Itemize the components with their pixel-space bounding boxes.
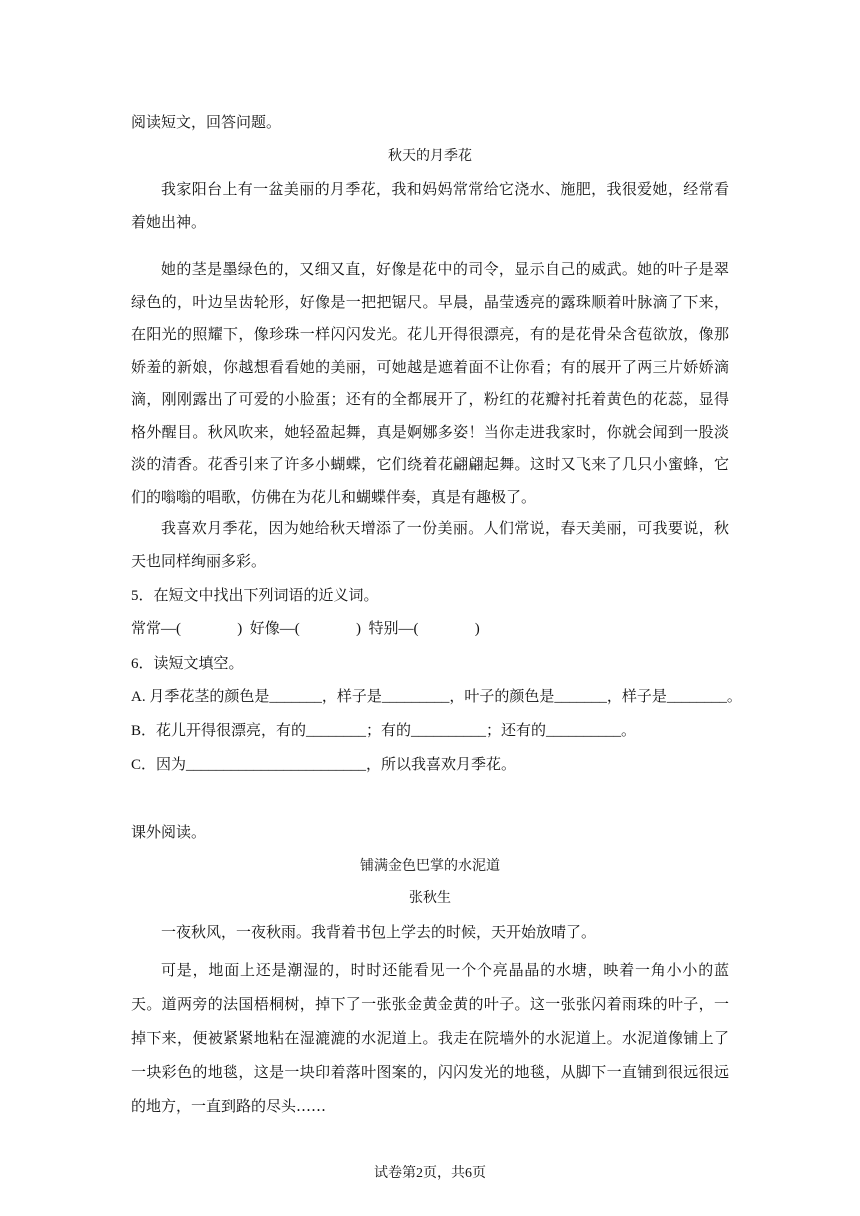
question-6-a: A. 月季花茎的颜色是_______，样子是_________，叶子的颜色是_______，样子是________。 xyxy=(131,689,742,705)
question-5: 5．在短文中找出下列词语的近义词。 xyxy=(131,588,379,604)
section1-paragraph-3: 我喜欢月季花，因为她给秋天增添了一份美丽。人们常说，春天美丽，可我要说，秋天也同样绚丽多彩。 xyxy=(131,519,729,570)
page-footer: 试卷第2页，共6页 xyxy=(374,1166,486,1181)
question-6-c: C．因为________________________，所以我喜欢月季花。 xyxy=(131,757,517,773)
question-5-blanks: 常常—( ) 好像—( ) 特别—( ) xyxy=(131,621,480,637)
section2-author: 张秋生 xyxy=(409,890,451,906)
section1-paragraph-2: 她的茎是墨绿色的，又细又直，好像是花中的司令，显示自己的威武。她的叶子是翠绿色的，叶边呈齿轮形，好像是一把把锯尺。早晨，晶莹透亮的露珠顺着叶脉滴了下来，在阳光的照耀下，像珍珠一样闪闪发光。花儿开得很漂亮，有的是花骨朵含苞欲放，像那娇羞的新娘，你越想看看她的美丽，可她越是遮着面不让你看；有的展开了两三片娇娇滴滴，刚刚露出了可爱的小脸蛋；还有的全都展开了，粉红的花瓣衬托着黄色的花蕊，显得格外醒目。秋风吹来，她轻盈起舞，真是婀娜多姿！当你走进我家时，你就会闻到一股淡淡的清香。花香引来了许多小蝴蝶，它们绕着花翩翩起舞。这时又飞来了几只小蜜蜂，它们的嗡嗡的唱歌，仿佛在为花儿和蝴蝶伴奏，真是有趣极了。 xyxy=(131,260,729,506)
section2-paragraph-2: 可是，地面上还是潮湿的，时时还能看见一个个亮晶晶的水塘，映着一角小小的蓝天。道两旁的法国梧桐树，掉下了一张张金黄金黄的叶子。这一张张闪着雨珠的叶子，一掉下来，便被紧紧地粘在湿漉漉的水泥道上。我走在院墙外的水泥道上。水泥道像铺上了一块彩色的地毯，这是一块印着落叶图案的，闪闪发光的地毯，从脚下一直铺到很远很远的地方，一直到路的尽头…… xyxy=(131,961,729,1115)
section1-paragraph-1: 我家阳台上有一盆美丽的月季花，我和妈妈常常给它浇水、施肥，我很爱她，经常看着她出神。 xyxy=(131,180,729,231)
section1-title: 秋天的月季花 xyxy=(388,148,472,164)
section2-title: 铺满金色巴掌的水泥道 xyxy=(360,858,500,874)
section1-instruction: 阅读短文，回答问题。 xyxy=(131,113,282,131)
section2-instruction: 课外阅读。 xyxy=(131,823,207,841)
question-6: 6．读短文填空。 xyxy=(131,656,244,672)
section2-paragraph-1: 一夜秋风，一夜秋雨。我背着书包上学去的时候，天开始放晴了。 xyxy=(161,923,597,941)
question-6-b: B．花儿开得很漂亮，有的________；有的__________；还有的__________。 xyxy=(131,723,637,739)
